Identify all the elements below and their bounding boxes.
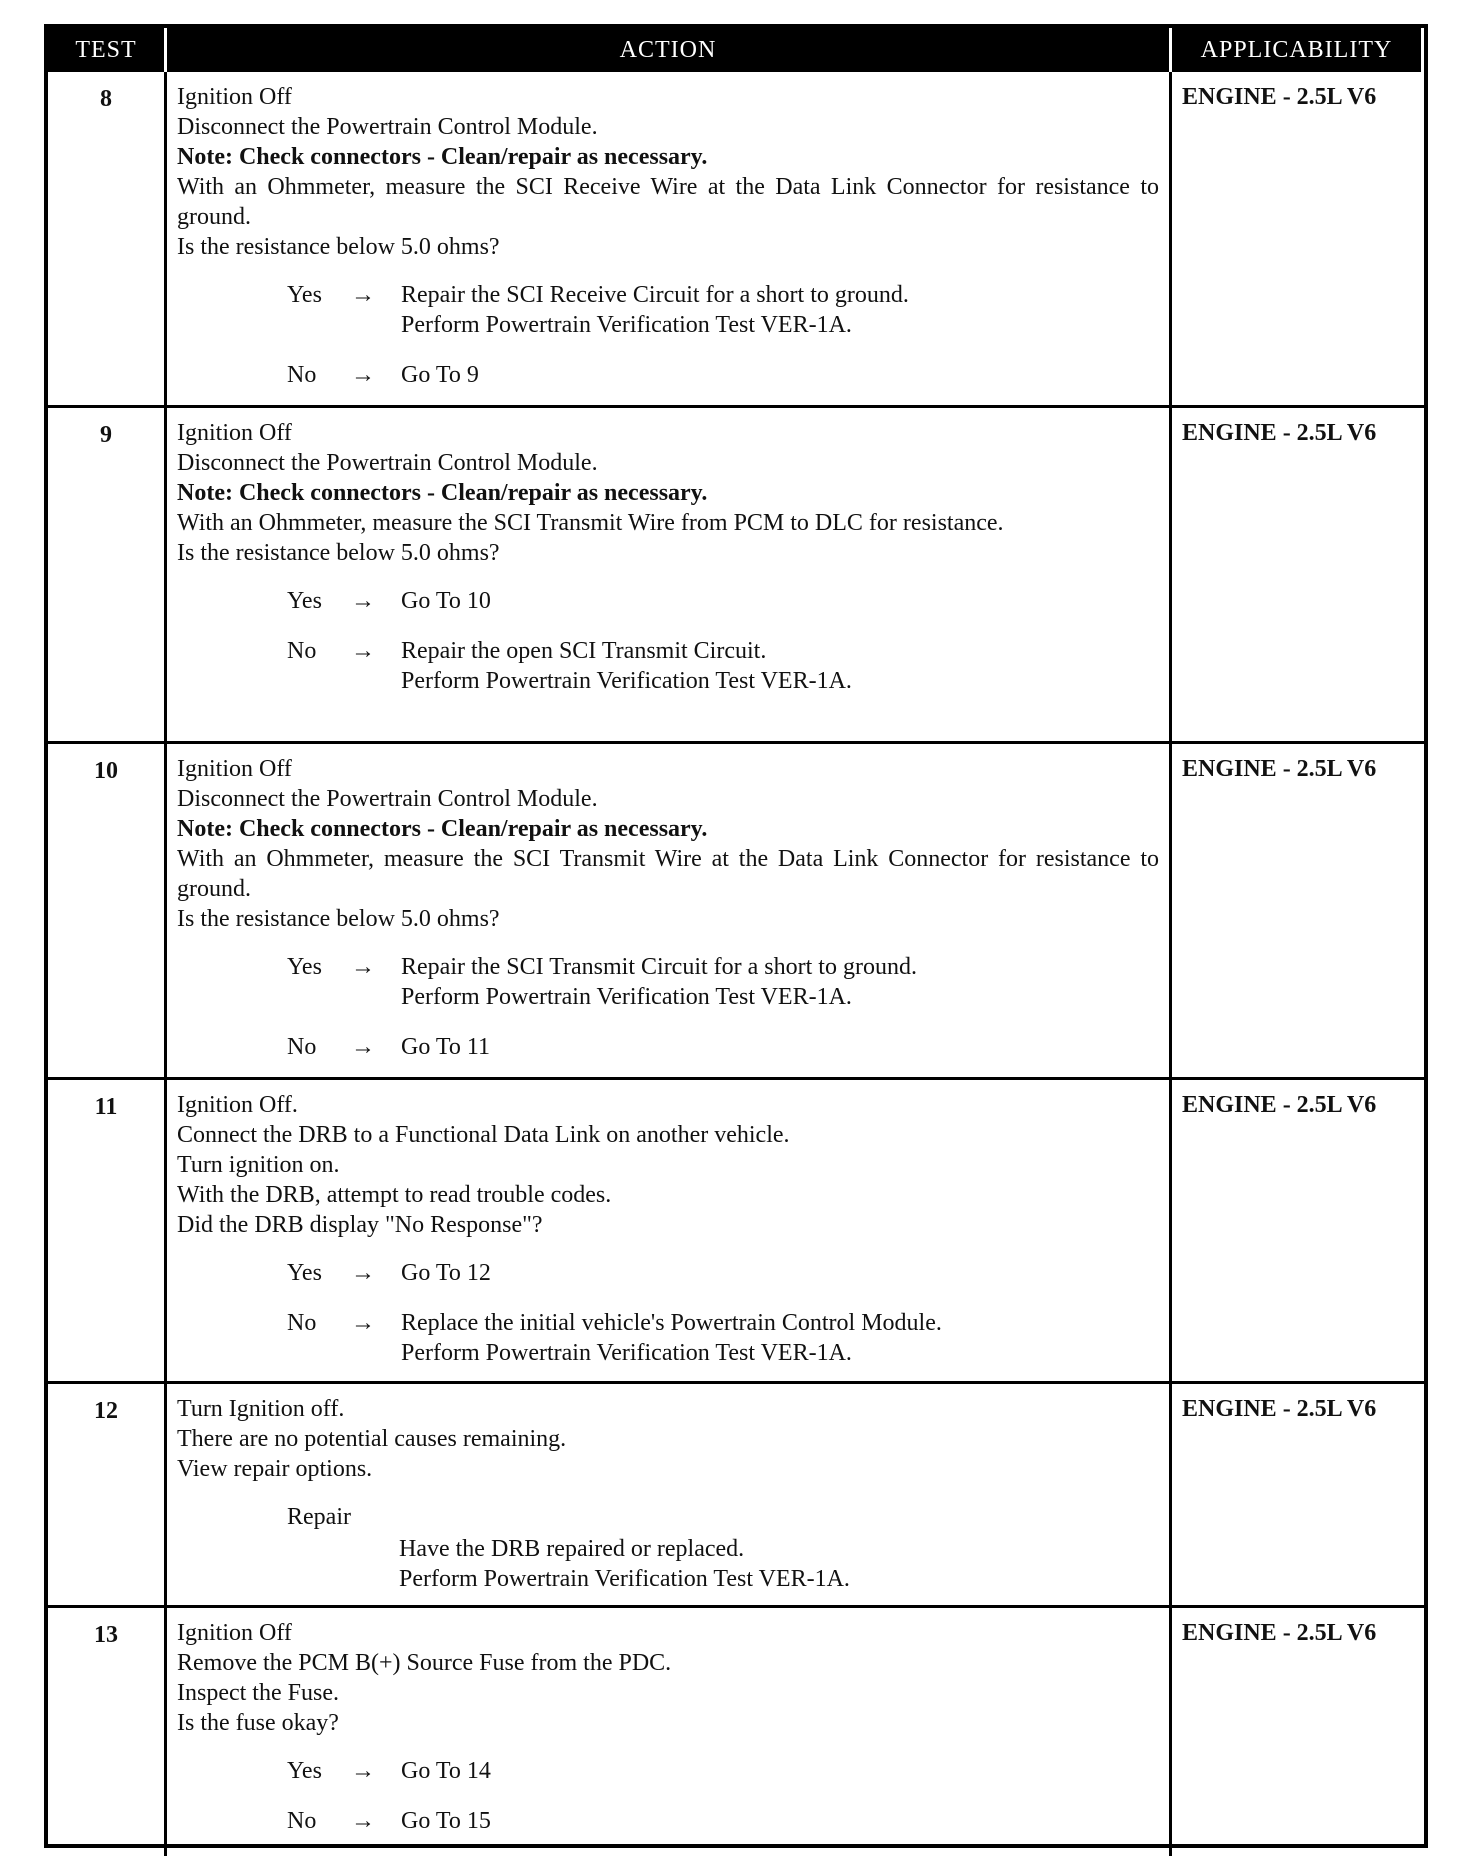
result-text: Repair the SCI Receive Circuit for a short to ground. xyxy=(401,282,909,308)
arrow-right-icon: → xyxy=(351,1758,375,1784)
arrow-right-icon: → xyxy=(351,954,375,980)
no-result xyxy=(287,636,1159,696)
test-number: 12 xyxy=(48,1384,167,1608)
yes-label: Yes xyxy=(287,954,322,980)
question-line: Is the resistance below 5.0 ohms? xyxy=(177,906,500,932)
test-number: 8 xyxy=(48,72,167,408)
results xyxy=(287,952,1159,1062)
no-result xyxy=(287,1308,1159,1368)
repair-label: Repair xyxy=(287,1504,351,1530)
action-line: With an Ohmmeter, measure the SCI Receive Wire at the Data Link Connector for resistance to ground. xyxy=(177,174,1159,230)
applicability-cell: ENGINE - 2.5L V6 xyxy=(1172,744,1424,1080)
no-label: No xyxy=(287,1310,317,1336)
yes-result xyxy=(287,280,1159,340)
applicability-cell: ENGINE - 2.5L V6 xyxy=(1172,1080,1424,1384)
arrow-right-icon: → xyxy=(351,362,375,388)
results xyxy=(287,280,1159,390)
results xyxy=(287,1756,1159,1836)
arrow-right-icon: → xyxy=(351,282,375,308)
repair-options xyxy=(287,1502,1159,1594)
yes-label: Yes xyxy=(287,1758,322,1784)
action-line: Turn ignition on. xyxy=(177,1152,340,1178)
no-result xyxy=(287,1806,1159,1836)
action-line: Ignition Off xyxy=(177,1620,292,1646)
repair-text: Have the DRB repaired or replaced. xyxy=(399,1536,745,1562)
result-text: Repair the open SCI Transmit Circuit. xyxy=(401,638,767,664)
header-action: ACTION xyxy=(167,28,1172,72)
result-text: Replace the initial vehicle's Powertrain Control Module. xyxy=(401,1310,942,1336)
result-text: Perform Powertrain Verification Test VER-1A. xyxy=(401,984,852,1010)
test-number: 9 xyxy=(48,408,167,744)
test-number: 13 xyxy=(48,1608,167,1856)
action-line: Disconnect the Powertrain Control Module. xyxy=(177,450,598,476)
result-text: Perform Powertrain Verification Test VER-1A. xyxy=(401,668,852,694)
yes-label: Yes xyxy=(287,1260,322,1286)
action-cell xyxy=(167,1608,1172,1856)
yes-result xyxy=(287,586,1159,616)
result-text: Go To 14 xyxy=(401,1758,491,1784)
no-label: No xyxy=(287,362,317,388)
action-cell xyxy=(167,408,1172,744)
no-result xyxy=(287,1032,1159,1062)
action-line: Ignition Off xyxy=(177,756,292,782)
test-number: 10 xyxy=(48,744,167,1080)
applicability-cell: ENGINE - 2.5L V6 xyxy=(1172,1384,1424,1608)
arrow-right-icon: → xyxy=(351,1808,375,1834)
no-label: No xyxy=(287,1034,317,1060)
action-line: With the DRB, attempt to read trouble codes. xyxy=(177,1182,612,1208)
applicability-cell: ENGINE - 2.5L V6 xyxy=(1172,408,1424,744)
arrow-right-icon: → xyxy=(351,588,375,614)
action-line: Ignition Off xyxy=(177,84,292,110)
question-line: Is the resistance below 5.0 ohms? xyxy=(177,540,500,566)
result-text: Go To 9 xyxy=(401,362,479,388)
action-line: With an Ohmmeter, measure the SCI Transmit Wire from PCM to DLC for resistance. xyxy=(177,510,1004,536)
arrow-right-icon: → xyxy=(351,1310,375,1336)
header-test: TEST xyxy=(48,28,167,72)
result-text: Go To 11 xyxy=(401,1034,490,1060)
action-line: Ignition Off. xyxy=(177,1092,298,1118)
yes-result xyxy=(287,952,1159,1012)
results xyxy=(287,1258,1159,1368)
applicability-cell: ENGINE - 2.5L V6 xyxy=(1182,1620,1377,1646)
result-text: Repair the SCI Transmit Circuit for a short to ground. xyxy=(401,954,917,980)
action-line: Turn Ignition off. xyxy=(177,1396,345,1422)
action-cell xyxy=(167,744,1172,1080)
no-result xyxy=(287,360,1159,390)
action-cell xyxy=(167,1384,1172,1608)
applicability-cell: ENGINE - 2.5L V6 xyxy=(1172,72,1424,408)
result-text: Perform Powertrain Verification Test VER-1A. xyxy=(401,312,852,338)
result-text: Go To 15 xyxy=(401,1808,491,1834)
note-line: Note: Check connectors - Clean/repair as necessary. xyxy=(177,816,708,842)
result-text: Go To 12 xyxy=(401,1260,491,1286)
yes-label: Yes xyxy=(287,282,322,308)
test-number: 11 xyxy=(48,1080,167,1384)
action-cell xyxy=(167,1080,1172,1384)
action-line: Remove the PCM B(+) Source Fuse from the PDC. xyxy=(177,1650,672,1676)
question-line: Did the DRB display "No Response"? xyxy=(177,1212,543,1238)
action-line: Connect the DRB to a Functional Data Link on another vehicle. xyxy=(177,1122,790,1148)
result-text: Perform Powertrain Verification Test VER-1A. xyxy=(401,1340,852,1366)
action-line: Inspect the Fuse. xyxy=(177,1680,339,1706)
action-line: There are no potential causes remaining. xyxy=(177,1426,567,1452)
no-label: No xyxy=(287,1808,317,1834)
action-line: View repair options. xyxy=(177,1456,373,1482)
arrow-right-icon: → xyxy=(351,1260,375,1286)
note-line: Note: Check connectors - Clean/repair as necessary. xyxy=(177,480,708,506)
repair-text: Perform Powertrain Verification Test VER-1A. xyxy=(399,1566,850,1592)
note-line: Note: Check connectors - Clean/repair as necessary. xyxy=(177,144,708,170)
arrow-right-icon: → xyxy=(351,638,375,664)
no-label: No xyxy=(287,638,317,664)
question-line: Is the fuse okay? xyxy=(177,1710,339,1736)
results xyxy=(287,586,1159,696)
question-line: Is the resistance below 5.0 ohms? xyxy=(177,234,500,260)
action-line: Disconnect the Powertrain Control Module. xyxy=(177,786,598,812)
yes-result xyxy=(287,1756,1159,1786)
action-line: With an Ohmmeter, measure the SCI Transmit Wire at the Data Link Connector for resistance to ground. xyxy=(177,846,1159,902)
header-applicability: APPLICABILITY xyxy=(1172,28,1424,72)
action-line: Ignition Off xyxy=(177,420,292,446)
yes-label: Yes xyxy=(287,588,322,614)
diagnostic-table xyxy=(44,24,1428,1848)
result-text: Go To 10 xyxy=(401,588,491,614)
action-cell xyxy=(167,72,1172,408)
arrow-right-icon: → xyxy=(351,1034,375,1060)
yes-result xyxy=(287,1258,1159,1288)
action-line: Disconnect the Powertrain Control Module. xyxy=(177,114,598,140)
